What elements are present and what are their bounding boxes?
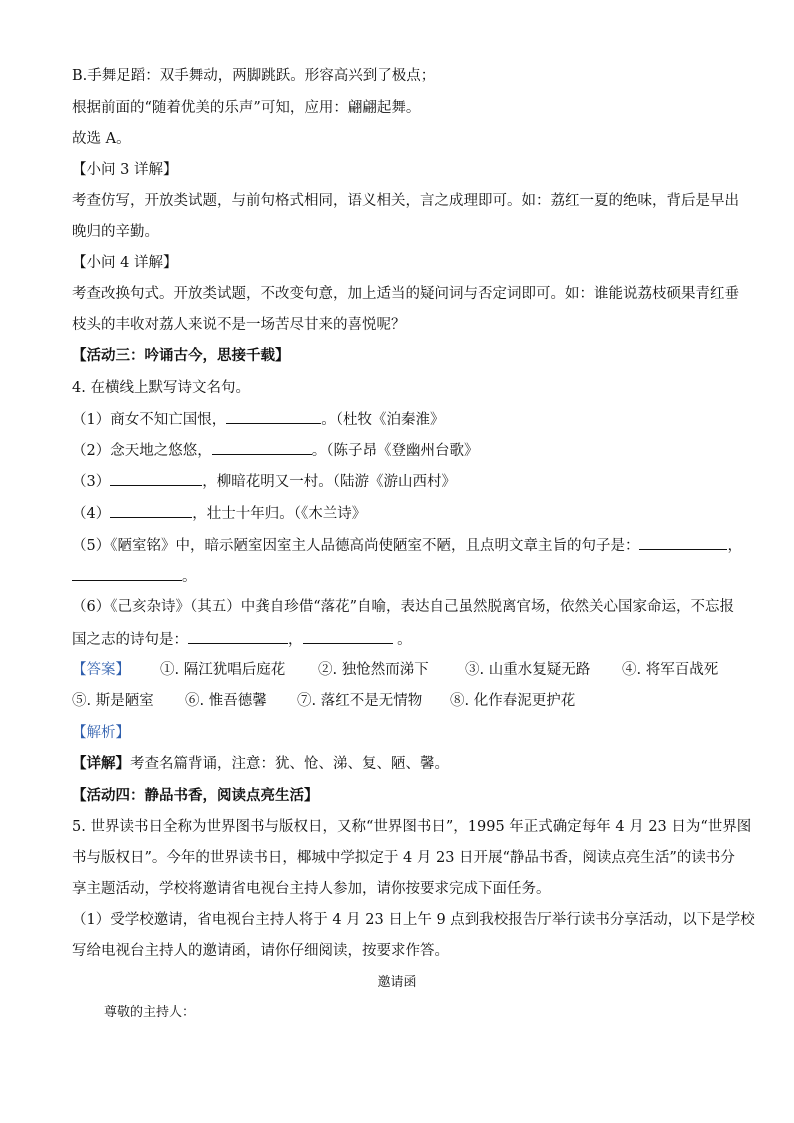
answer-blank [226,409,321,424]
question-item [72,440,478,461]
question-text: 。（杜牧《泊秦淮》 [321,412,445,428]
section-heading: 【小问 4 详解】 [72,255,178,271]
answer-item: ③. 山重水复疑无路 [465,662,591,678]
text-line: B.手舞足蹈：双手舞动，两脚跳跃。形容高兴到了极点； [72,68,436,84]
answer-item: ⑥. 惟吾德馨 [185,693,267,709]
text-line: 考查改换句式。开放类试题，不改变句意，加上适当的疑问词与否定词即可。如：谁能说荔枝硕果青红垂 [72,286,739,302]
question-text: （1）商女不知亡国恨， [72,412,227,428]
text-line: （1）受学校邀请，省电视台主持人将于 4 月 23 日上午 9 点到我校报告厅举行读书分享活动，以下是学校 [72,912,755,928]
question-text: ， [288,632,303,648]
answer-item: ①. 隔江犹唱后庭花 [160,662,286,678]
text-line: 写给电视台主持人的邀请函，请你仔细阅读，按要求作答。 [72,943,449,959]
answer-item: ④. 将军百战死 [622,662,719,678]
answer-blank [110,503,192,518]
letter-greeting: 尊敬的主持人： [104,1005,196,1020]
answer-item: ⑤. 斯是陋室 [72,693,154,709]
detail-line [72,754,449,774]
detail-label: 【详解】 [72,756,130,772]
question-text: ，壮士十年归。（《木兰诗》 [192,506,367,522]
answer-blank [110,471,202,486]
question-item [72,471,456,492]
question-text: ，柳暗花明又一村。（陆游《游山西村》 [202,474,456,490]
text-line: 根据前面的“随着优美的乐声”可知，应用：翩翩起舞。 [72,100,421,116]
text-line: 考查仿写，开放类试题，与前句格式相同，语义相关，言之成理即可。如：荔红一夏的绝味，背后是早出 [72,193,739,209]
text-line: 享主题活动，学校将邀请省电视台主持人参加，请你按要求完成下面任务。 [72,881,551,897]
question-text: ， [727,538,742,554]
text-line: 枝头的丰收对荔人来说不是一场苦尽甘来的喜悦呢？ [72,317,406,333]
text-line: 书与版权日”。今年的世界读书日，椰城中学拟定于 4 月 23 日开展“静品书香，阅读点亮生活”的读书分 [72,850,735,866]
answer-blank [212,440,312,455]
question-text: 。（陈子昂《登幽州台歌》 [311,443,479,459]
text-line: 晚归的辛勤。 [72,224,159,240]
question-text: 。 [392,632,412,648]
answer-item: ⑧. 化作春泥更护花 [450,693,576,709]
question-text: （4） [72,506,111,522]
text-line: 故选 A。 [72,131,131,147]
question-text: 。 [182,569,197,585]
answer-blank [639,535,727,550]
question-item [72,566,197,587]
activity-heading: 【活动三：吟诵古今，思接千载】 [72,348,290,364]
question-item [72,629,412,650]
question-text: （3） [72,474,111,490]
answer-label: 【答案】 [72,662,130,678]
answer-blank [188,629,288,644]
analysis-label: 【解析】 [72,725,130,741]
answer-item: ②. 独怆然而涕下 [318,662,429,678]
question-item [72,503,366,524]
question-text: （2）念天地之悠悠， [72,443,212,459]
activity-heading: 【活动四：静品书香，阅读点亮生活】 [72,788,319,804]
answer-blank [72,566,182,581]
answer-item: ⑦. 落红不是无情物 [297,693,423,709]
question-text: （5）《陋室铭》中，暗示陋室因室主人品德高尚使陋室不陋，且点明文章主旨的句子是： [72,538,640,554]
letter-title: 邀请函 [377,975,417,990]
question-title: 4. 在横线上默写诗文名句。 [72,380,250,396]
question-item [72,535,742,556]
section-heading: 【小问 3 详解】 [72,162,178,178]
answer-blank [303,629,393,644]
detail-text: 考查名篇背诵，注意：犹、怆、涕、复、陋、馨。 [130,756,449,772]
text-line: 5. 世界读书日全称为世界图书与版权日，又称“世界图书日”，1995 年正式确定每年 4 月 23 日为“世界图 [72,819,752,835]
question-item [72,409,444,430]
question-text: 国之志的诗句是： [72,632,188,648]
question-item: （6）《己亥杂诗》（其五）中龚自珍借“落花”自喻，表达自己虽然脱离官场，依然关心国家命运，不忘报 [72,599,735,615]
